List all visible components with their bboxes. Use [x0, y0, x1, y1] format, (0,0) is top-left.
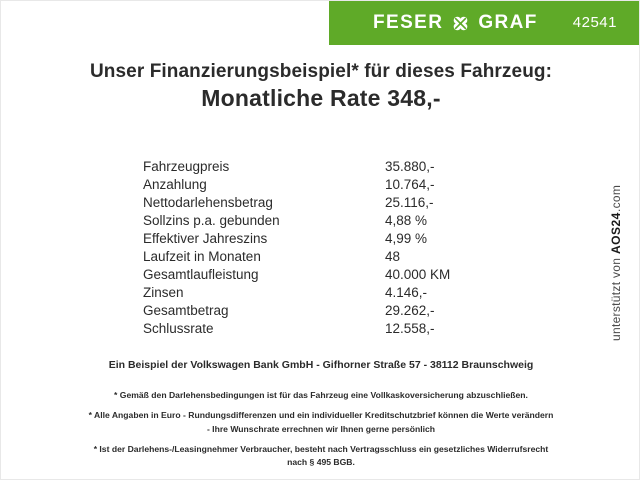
row-label: Gesamtlaufleistung [143, 266, 259, 282]
page-subtitle: Unser Finanzierungsbeispiel* für dieses Fahrzeug: [89, 61, 553, 82]
finance-table [143, 157, 503, 337]
disclaimer-block [1, 389, 640, 470]
brand-logo [373, 12, 538, 34]
table-row [143, 157, 503, 175]
row-label: Nettodarlehensbetrag [143, 194, 273, 210]
row-value: 12.558,- [385, 320, 435, 336]
row-value: 25.116,- [385, 194, 434, 210]
disclaimer-line-1: * Gemäß den Darlehensbedingungen ist für das Fahrzeug eine Vollkaskoversicherung abzuschließen. [114, 390, 528, 400]
disclaimer-line-2 [1, 409, 640, 436]
partner-name: AOS24 [609, 212, 623, 255]
brand-name-first: FESER [373, 12, 444, 33]
row-label: Fahrzeugpreis [143, 158, 230, 174]
page-title: Monatliche Rate 348,- [201, 85, 441, 111]
row-label: Anzahlung [143, 176, 207, 192]
row-label: Laufzeit in Monaten [143, 248, 261, 264]
row-label: Sollzins p.a. gebunden [143, 212, 280, 228]
row-value: 29.262,- [385, 302, 435, 318]
table-row [143, 265, 503, 283]
brand-name-second: GRAF [478, 12, 538, 33]
disclaimer-line-2a: * Alle Angaben in Euro - Rundungsdifferenzen und ein individueller Kreditschutzbrief können die Werte verändern [88, 410, 554, 421]
row-value: 4,99 % [385, 230, 428, 246]
disclaimer-line-2b: - Ihre Wunschrate errechnen wir Ihnen gerne persönlich [206, 423, 436, 434]
row-value: 4.146,- [385, 284, 428, 300]
partner-domain-suffix: .com [609, 185, 623, 213]
table-row [143, 211, 503, 229]
partner-credit-label: unterstützt von [609, 257, 623, 341]
table-row [143, 193, 503, 211]
row-label: Effektiver Jahreszins [143, 230, 268, 246]
row-value: 10.764,- [385, 176, 435, 192]
row-label: Gesamtbetrag [143, 302, 229, 318]
header-bar [329, 1, 640, 45]
row-value: 48 [385, 248, 401, 264]
disclaimer-line-3 [1, 443, 640, 470]
table-row [143, 319, 503, 337]
row-value: 35.880,- [385, 158, 435, 174]
bank-note: Ein Beispiel der Volkswagen Bank GmbH - Gifhorner Straße 57 - 38112 Braunschweig [108, 359, 534, 371]
table-row [143, 283, 503, 301]
table-row [143, 301, 503, 319]
partner-credit [609, 151, 631, 341]
row-label: Zinsen [143, 284, 184, 300]
row-value: 40.000 KM [385, 266, 451, 282]
clover-icon [452, 15, 469, 32]
row-value: 4,88 % [385, 212, 428, 228]
disclaimer-line-3a: * Ist der Darlehens-/Leasingnehmer Verbraucher, besteht nach Vertragsschluss ein gesetzliches Widerrufsrecht [93, 443, 549, 454]
table-row [143, 229, 503, 247]
table-row [143, 175, 503, 193]
row-label: Schlussrate [143, 320, 214, 336]
table-row [143, 247, 503, 265]
disclaimer-line-3b: nach § 495 BGB. [287, 457, 355, 468]
vehicle-code: 42541 [572, 14, 617, 31]
